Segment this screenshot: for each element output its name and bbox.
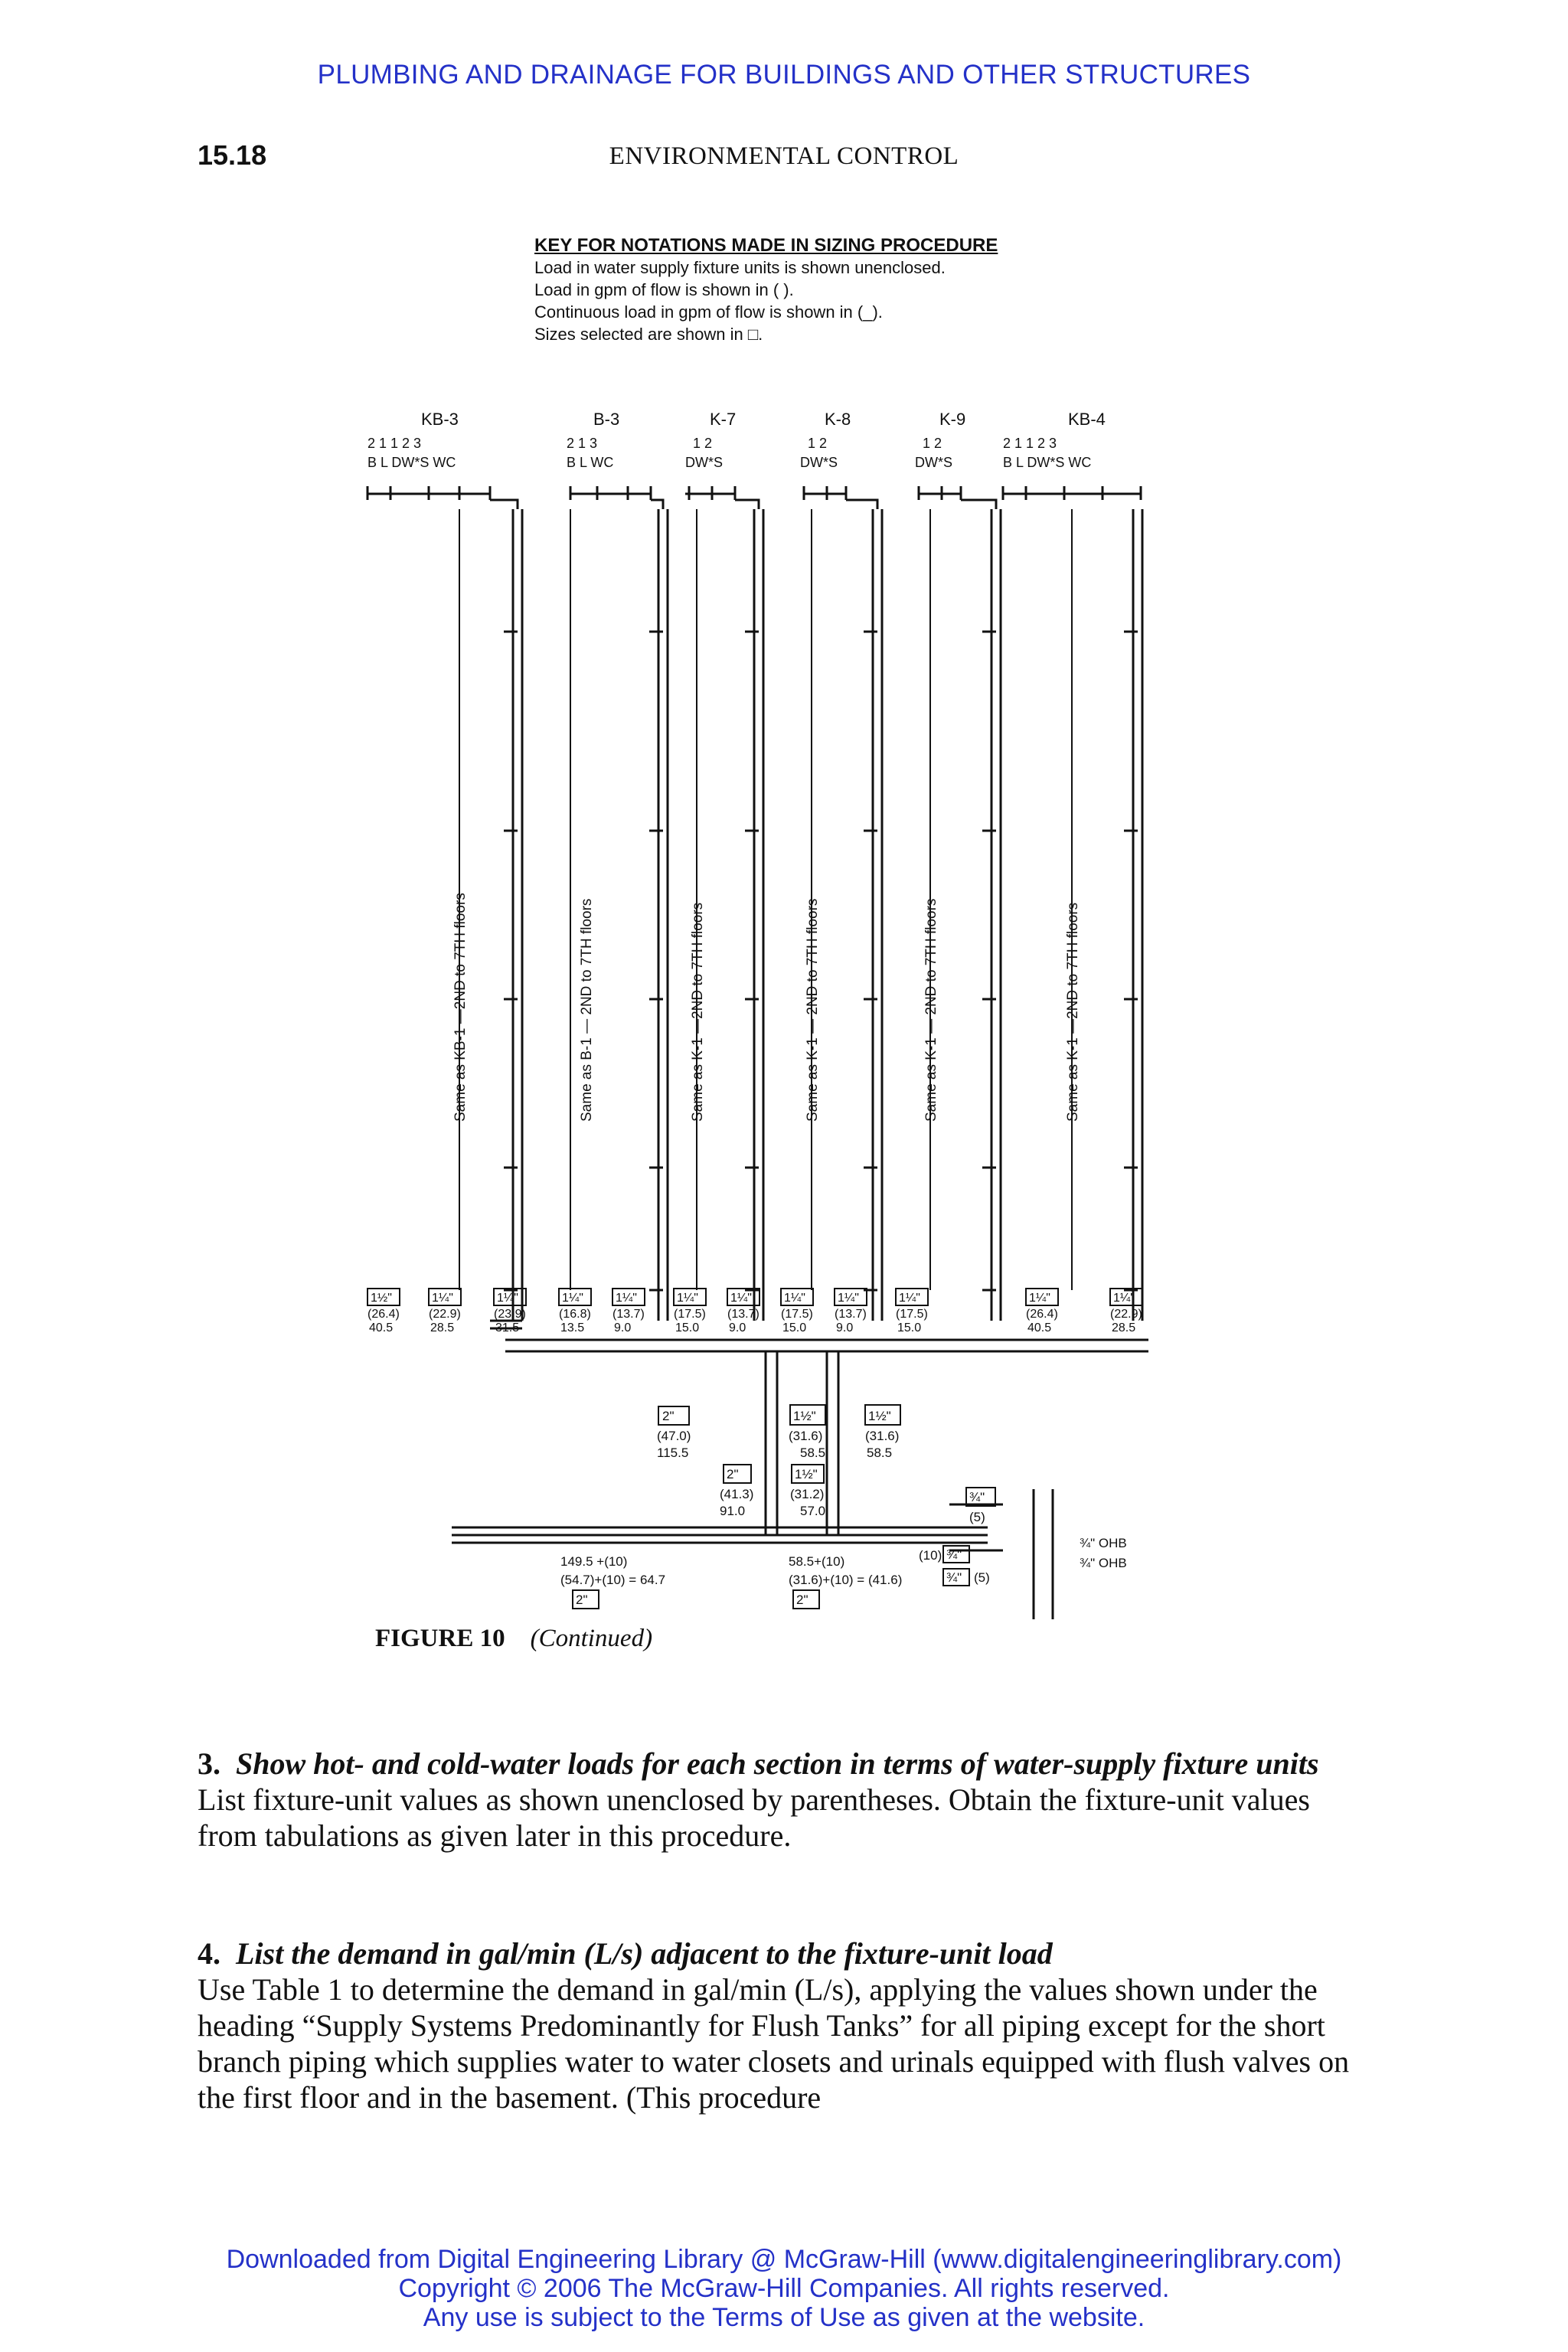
- pipe-size: 1¼": [497, 1292, 518, 1305]
- flow-gpm: (17.5): [674, 1308, 706, 1321]
- fixture-load: 9.0: [729, 1321, 746, 1334]
- pipe-size: 1¼": [838, 1292, 859, 1305]
- riser-fixtures: DW*S: [915, 455, 952, 470]
- pipe-size: 1¼": [784, 1292, 805, 1305]
- riser-fixtures: B L WC: [567, 455, 614, 470]
- fixture-load: 15.0: [782, 1321, 807, 1334]
- riser-fixtures: DW*S: [685, 455, 723, 470]
- riser-fixture-units: 2 1 1 2 3: [368, 436, 422, 451]
- main-size: 2": [727, 1467, 739, 1481]
- riser-label: KB-4: [1068, 410, 1106, 429]
- riser-note: Same as K-1 —2ND to 7TH floors: [1065, 902, 1081, 1122]
- riser-fixture-units: 2 1 1 2 3: [1003, 436, 1057, 451]
- pipe-size: 1¼": [677, 1292, 698, 1305]
- flow-gpm: (22.9): [429, 1308, 461, 1321]
- load-note: (31.6)+(10) = (41.6): [789, 1573, 903, 1587]
- page-number: 15.18: [198, 139, 267, 171]
- step-body: Use Table 1 to determine the demand in gal/min (L/s), applying the values shown under the heading “Supply Systems Predominantly for Flush Tanks” for all piping except for the short branch piping which supplies water to water closets and urinals equipped with flush valves on the first floor and in the basement. (This procedure: [198, 1972, 1350, 2115]
- step-3: [198, 1746, 1377, 1854]
- flow-gpm: (13.7): [612, 1308, 645, 1321]
- fixture-load: 31.5: [495, 1321, 520, 1334]
- riser-fixture-units: 1 2: [808, 436, 828, 451]
- flow-gpm: (13.7): [727, 1308, 760, 1321]
- riser-fixtures: DW*S: [800, 455, 838, 470]
- riser-label: K-9: [939, 410, 966, 429]
- riser-fixture-units: 1 2: [923, 436, 942, 451]
- flow-gpm: (16.8): [559, 1308, 591, 1321]
- valve-size: ¾": [946, 1570, 962, 1585]
- fixture-load: 28.5: [1112, 1321, 1136, 1334]
- riser-note: Same as K-1 — 2ND to 7TH floors: [805, 898, 821, 1122]
- figure-label: FIGURE 10: [375, 1625, 505, 1652]
- flow-gpm: (22.9): [1110, 1308, 1142, 1321]
- riser-label: KB-3: [421, 410, 459, 429]
- flow-gpm: (23.9): [494, 1308, 526, 1321]
- pipe-size: 1¼": [562, 1292, 583, 1305]
- riser-diagram: [337, 402, 1194, 1619]
- main-load: 115.5: [657, 1446, 689, 1460]
- pipe-size: 1¼": [899, 1292, 920, 1305]
- pipe-size: 1¼": [730, 1292, 752, 1305]
- footer-line: Downloaded from Digital Engineering Library @ McGraw-Hill (www.digitalengineeringlibrary.com): [226, 2245, 1342, 2274]
- step-heading: Show hot- and cold-water loads for each section in terms of water-supply fixture units: [236, 1746, 1319, 1781]
- main-gpm: (41.3): [720, 1487, 754, 1501]
- key-line: Load in water supply fixture units is shown unenclosed.: [534, 258, 946, 277]
- riser-fixtures: B L DW*S WC: [368, 455, 456, 470]
- flow-gpm: (26.4): [1026, 1308, 1058, 1321]
- pipe-size: 1¼": [432, 1292, 453, 1305]
- flow-gpm: (13.7): [835, 1308, 867, 1321]
- footer: [0, 2245, 1568, 2332]
- key-line: Sizes selected are shown in □.: [534, 325, 763, 344]
- key-line: Load in gpm of flow is shown in ( ).: [534, 280, 794, 299]
- source-banner: PLUMBING AND DRAINAGE FOR BUILDINGS AND OTHER STRUCTURES: [317, 60, 1251, 90]
- main-size: 2": [662, 1409, 675, 1423]
- riser-fixture-units: 1 2: [693, 436, 713, 451]
- riser-label: K-7: [710, 410, 737, 429]
- riser-fixtures: B L DW*S WC: [1003, 455, 1092, 470]
- step-body: List fixture-unit values as shown unenclosed by parentheses. Obtain the fixture-unit values from tabulations as given later in this procedure.: [198, 1782, 1310, 1853]
- step-number: 3.: [198, 1746, 220, 1781]
- step-number: 4.: [198, 1936, 220, 1971]
- riser-fixture-units: 2 1 3: [567, 436, 598, 451]
- running-head: ENVIRONMENTAL CONTROL: [609, 142, 959, 170]
- main-gpm: (5): [969, 1510, 985, 1524]
- fixture-load: 9.0: [614, 1321, 632, 1334]
- main-size: 1½": [793, 1409, 816, 1423]
- load-note-size: 2": [796, 1592, 808, 1607]
- key-line: Continuous load in gpm of flow is shown in (_).: [534, 302, 883, 322]
- load-note: 58.5+(10): [789, 1554, 845, 1569]
- notation-key: [534, 234, 998, 345]
- main-load: 91.0: [720, 1504, 746, 1518]
- main-load: 57.0: [800, 1504, 826, 1518]
- main-load: 58.5: [800, 1446, 826, 1460]
- valve-load: (5): [974, 1570, 990, 1585]
- fixture-load: 9.0: [836, 1321, 854, 1334]
- main-gpm: (31.2): [790, 1487, 825, 1501]
- fixture-load: 13.5: [560, 1321, 585, 1334]
- ohb-label: ¾" OHB: [1080, 1536, 1127, 1550]
- main-load: 58.5: [867, 1446, 893, 1460]
- fixture-load: 15.0: [675, 1321, 700, 1334]
- figure-continued: (Continued): [530, 1625, 653, 1652]
- flow-gpm: (26.4): [368, 1308, 400, 1321]
- pipe-size: 1¼": [1029, 1292, 1050, 1305]
- main-size: 1½": [795, 1467, 818, 1481]
- ohb-label: ¾" OHB: [1080, 1556, 1127, 1570]
- step-4: [198, 1936, 1377, 2115]
- main-gpm: (31.6): [865, 1429, 900, 1443]
- pipe-size: 1¼": [616, 1292, 637, 1305]
- riser-note: Same as B-1 — 2ND to 7TH floors: [579, 898, 595, 1122]
- main-size: 1½": [868, 1409, 891, 1423]
- flow-gpm: (17.5): [896, 1308, 928, 1321]
- fixture-load: 28.5: [430, 1321, 455, 1334]
- flow-gpm: (17.5): [781, 1308, 813, 1321]
- main-gpm: (47.0): [657, 1429, 691, 1443]
- footer-line: Any use is subject to the Terms of Use as given at the website.: [423, 2303, 1145, 2332]
- riser-note: Same as K-1 — 2ND to 7TH floors: [923, 898, 939, 1122]
- fixture-load: 40.5: [1027, 1321, 1052, 1334]
- riser-label: K-8: [825, 410, 851, 429]
- main-gpm: (31.6): [789, 1429, 823, 1443]
- load-note: (10): [919, 1548, 942, 1563]
- riser-label: B-3: [593, 410, 620, 429]
- footer-line: Copyright © 2006 The McGraw-Hill Companies. All rights reserved.: [398, 2274, 1170, 2303]
- riser-note: Same as K-1 —2ND to 7TH floors: [690, 902, 706, 1122]
- fixture-load: 15.0: [897, 1321, 922, 1334]
- figure-caption: [375, 1625, 652, 1653]
- riser-note: Same as KB-1 —2ND to 7TH floors: [452, 893, 469, 1122]
- main-size: ¾": [969, 1490, 985, 1504]
- fixture-load: 40.5: [369, 1321, 394, 1334]
- pipe-size: 1¼": [1113, 1292, 1135, 1305]
- step-heading: List the demand in gal/min (L/s) adjacent to the fixture-unit load: [236, 1936, 1053, 1971]
- load-note: 149.5 +(10): [560, 1554, 628, 1569]
- valve-size: ¾": [946, 1547, 962, 1562]
- pipe-size: 1½": [371, 1292, 392, 1305]
- load-note: (54.7)+(10) = 64.7: [560, 1573, 666, 1587]
- load-note-size: 2": [576, 1592, 588, 1607]
- key-title: KEY FOR NOTATIONS MADE IN SIZING PROCEDURE: [534, 235, 998, 256]
